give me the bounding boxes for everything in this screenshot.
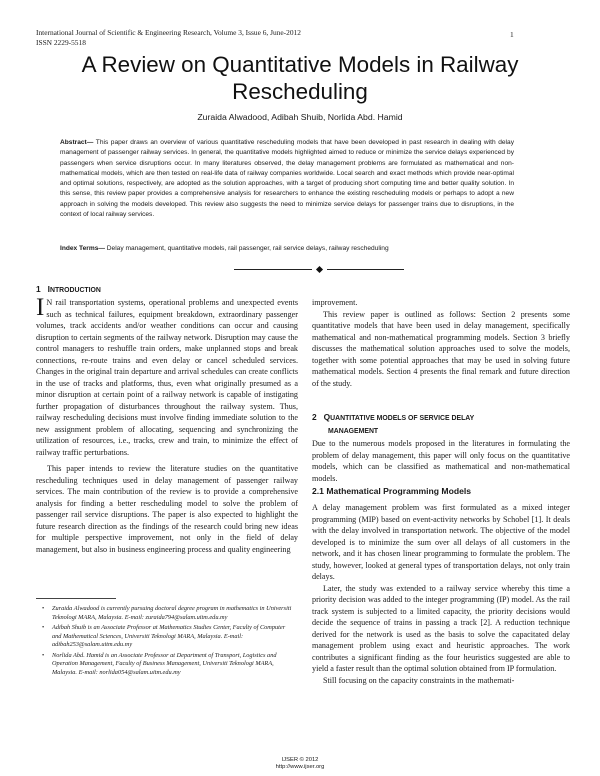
page-footer [200,757,400,771]
bullet-icon: • [42,605,45,612]
footer-url[interactable]: http://www.ijser.org [275,764,325,770]
section-1-number: 1 [36,284,41,294]
paper-authors: Zuraida Alwadood, Adibah Shuib, Norlida Abd. Hamid [197,112,403,122]
page-number: 1 [510,30,514,39]
index-terms-text: Delay management, quantitative models, rail passenger, rail service delays, railway rescheduling [104,245,389,252]
footnote-item [42,605,296,622]
journal-header [36,28,301,47]
section-2-title-rest: UANTITATIVE MODELS OF SERVICE DELAY [330,415,475,422]
right-column-top [312,297,570,389]
abstract-label: Abstract— [60,139,94,146]
paper-title: A Review on Quantitative Models in Railway Rescheduling [81,52,519,104]
subsection-2-1-paragraph-1: A delay management problem was first formulated as a mixed integer programming (MIP) based on event-activity networks by Schobel [1]. It deals with the delay involved in transportation network. The objective of the model developed is to minimize the sum over all delays of all customers in the network, and it has chosen linear programming to formulate the problem. The study, however, looked at general types of transportation delays, not only train delays. [312,503,570,581]
intro-paragraph-1 [36,294,298,458]
intro-paragraph-1-text: N rail transportation systems, operational problems and unexpected events such as technical failures, equipment breakdown, extraordinary passenger volumes, track accidents and/or weather conditions can occur and causing disruption to certain segments of the railway network. Disruption may cause the control managers to reshuffle train orders, make unplanned stops and break connections, re-route trains and even delay or cancel scheduled services. Changes in the original train departure and arrival schedules can create conflicts in the use of tracks and platforms, thus, even what originally presumed as a minor disruption at certain point of a railway network is capable of instigating further propagation of disturbances throughout the railway system. Thus, railway rescheduling decisions must involve finding immediate solution to the new assignment problem of allocating, sequencing and synchronizing the utilization of resources, i.e., tracks, crew and train, to minimize the effect of railway traffic perturbations. [36,298,298,457]
abstract-text: This paper draws an overview of various quantitative rescheduling models that have been developed in past research in dealing with delay management of passenger railway services. In general, the quantitative models highlighted aimed to reduce or minimize the service delays experienced by passengers when service disruptions occur. In many literatures observed, the delay management problems are formulated as mathematical and non-mathematical models, which are then tested on real-life data of railway companies worldwide. Local search and exact methods which provide near-optimal and optimal solutions, respectively, are adopted as the solution approaches, with a target of producing short computing time and better quality solution. In this sense, this review paper provides a comprehensive analysis for researchers to enhance the existing rescheduling models or perhaps to adopt a new approach in solving the models developed. This review also suggests the need to minimize service delays for passenger trains due to disruptions, in the context of local railway services. [60,139,514,219]
outline-paragraph: This review paper is outlined as follows: Section 2 presents some quantitative models that have been used in delay management, specifically mathematical and non-mathematical programming models. Section 3 briefly discusses the mathematical solution approaches used to solve the models, together with some potential approaches that may be used in solving future mathematical models. Section 4 presents the final remark and future direction of the study. [312,309,570,388]
subsection-2-1-body [312,502,570,686]
footnote-text: Norlida Abd. Hamid is an Associate Professor at Department of Transport, Logistics and Operation Management, Faculty of Business Management, Universiti Teknologi MARA, Malaysia. E-mail: norlida054@salam.uitm.edu.my [52,651,277,676]
section-2-title-first: Q [323,412,331,422]
index-terms-label: Index Terms— [60,245,105,252]
footnote-text: Adibah Shuib is an Associate Professor at Mathematics Studies Center, Faculty of Computer and Mathematical Sciences, Universiti Teknologi MARA, Malaysia. E-mail: adibah253@salam.uitm.edu.my [52,624,286,648]
bullet-icon: • [42,624,45,631]
section-1-title-first: I [47,284,50,294]
intro-paragraph-2: This paper intends to review the literature studies on the quantitative rescheduling techniques used in delay management of passenger railway services. The main contribution of the review is to provide a comprehensive analysis for finding a better rescheduling model to solve the problem of passenger rail service disruptions. The paper is also expected to highlight the future research direction as the findings of the research could bring new ideas for multiple perspective improvement, not only in the field of delay management, but also in business engineering process and quality engineering [36,464,298,554]
continued-text: improvement. [312,298,358,307]
diamond-icon [315,265,322,272]
abstract [60,138,514,220]
section-2-number: 2 [312,412,317,422]
footer-copyright: IJSER © 2012 [281,757,319,763]
index-terms [60,245,514,252]
drop-cap: I [36,294,45,321]
subsection-2-1-paragraph-2: Later, the study was extended to a railway service whereby this time a priority decision was added to the integer programming (IP) model. As the rail track system is subjected to a limited capacity, the priority decisions would decide the sequence of trains in passing a track [2]. A reduction technique derived for the network is used as the basis to solve the capacitated delay management problem using exact and heuristic approaches. The work contributes a significant finding as the four heuristics suggested are able to yield a faster result than the optimal solution obtained from IP formulation. [312,583,570,673]
section-divider [234,265,404,273]
footnote-text: Zuraida Alwadood is currently pursuing doctoral degree program in mathematics in Universiti Teknologi MARA, Malaysia. E-mail: zuraida794@salam.uitm.edu.my [52,605,292,621]
divider-line-left [234,269,312,270]
subsection-2-1-paragraph-3: Still focusing on the capacity constraints in the mathemati- [323,675,515,685]
footnote-rule [36,598,116,599]
section-1-title-rest: NTRODUCTION [49,287,101,294]
section-2-body [312,438,570,484]
section-2-title-line2: MANAGEMENT [328,427,379,435]
section-2-paragraph: Due to the numerous models proposed in the literatures in formulating the problem of delay management, this paper will only focus on the quantitative models, which can be classified as mathematical and non-mathematical models. [312,439,570,483]
issn: ISSN 2229-5518 [36,37,86,47]
left-column [36,294,298,555]
footnote-item [42,624,296,650]
divider-line-right [327,269,405,270]
footnote-item [42,651,296,678]
journal-name: International Journal of Scientific & Engineering Research, Volume 3, Issue 6, June-2012 [36,28,301,37]
subsection-2-1-heading: 2.1 Mathematical Programming Models [312,486,472,496]
bullet-icon: • [42,651,45,659]
section-2-heading [312,412,570,437]
author-footnotes [42,605,296,679]
section-1-heading [36,284,101,294]
